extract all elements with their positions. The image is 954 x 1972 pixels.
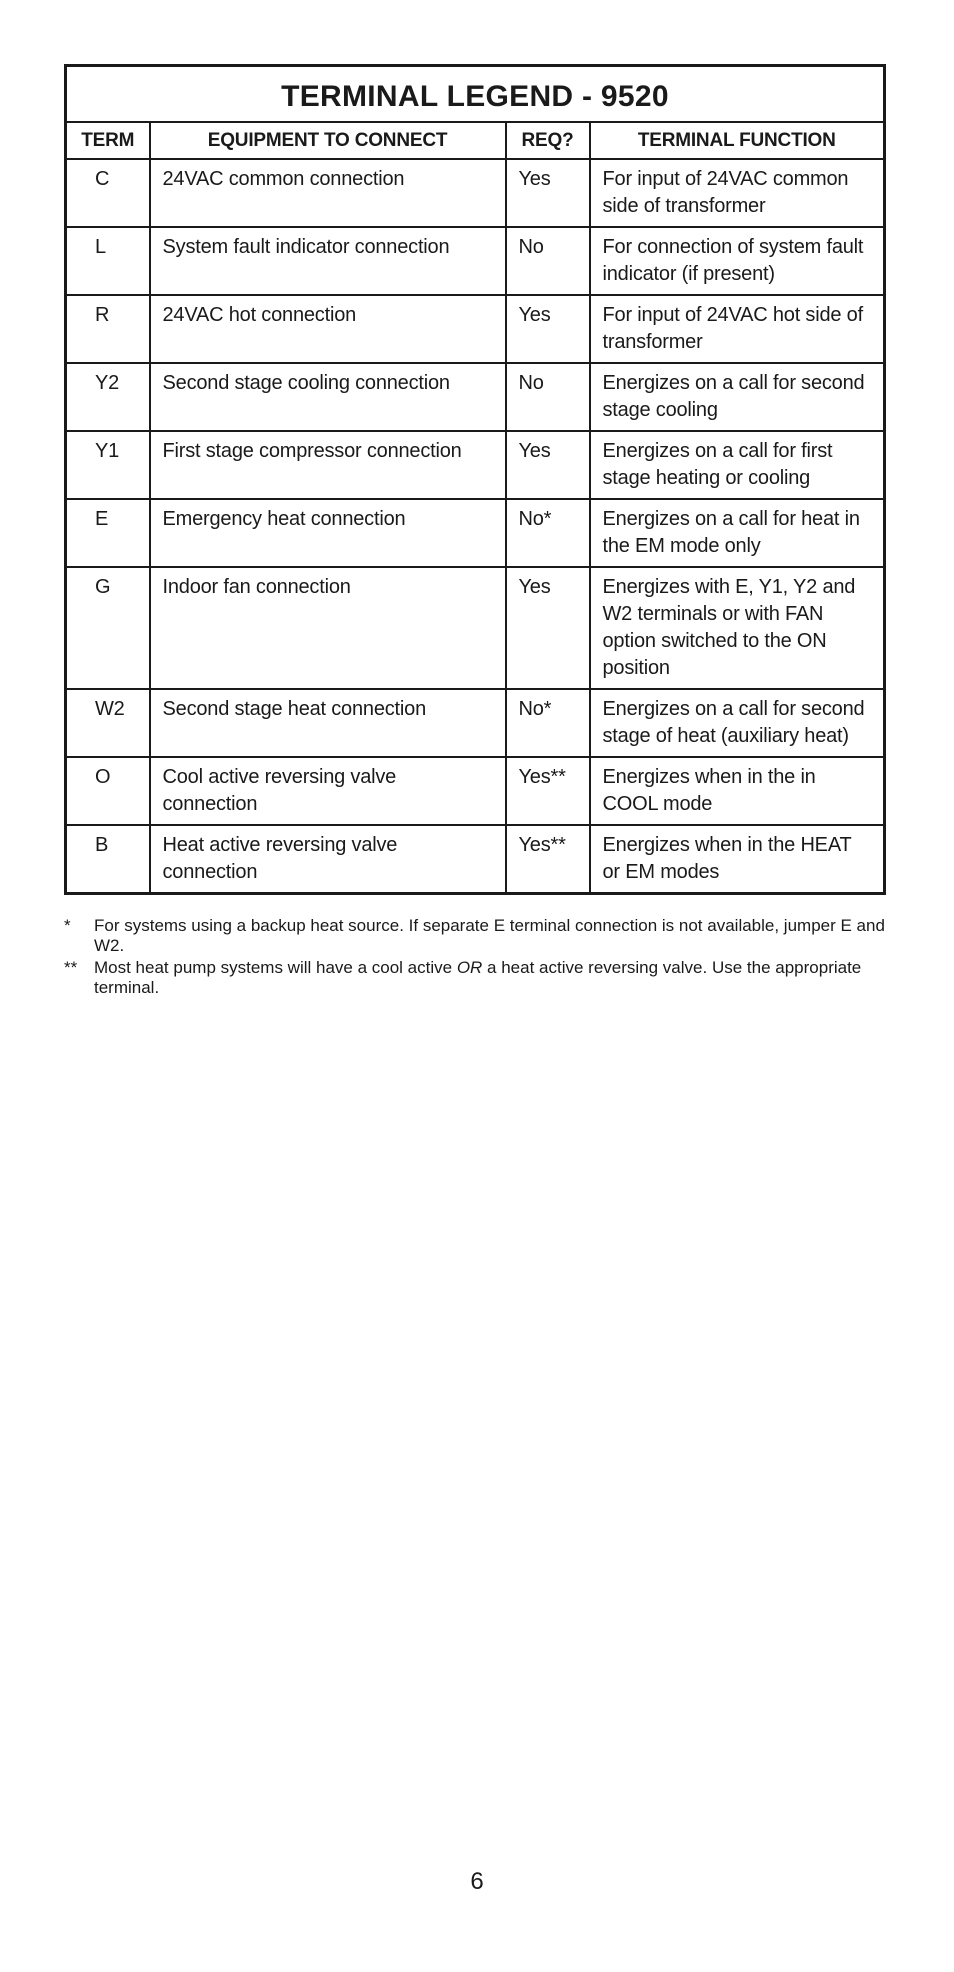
header-req: REQ?	[506, 122, 590, 159]
term-cell: W2	[66, 689, 150, 757]
function-cell: Energizes on a call for second stage cooling	[590, 363, 885, 431]
table-row	[66, 363, 885, 431]
equipment-cell: First stage compressor connection	[150, 431, 506, 499]
equipment-cell: Cool active reversing valve connection	[150, 757, 506, 825]
function-cell: Energizes on a call for second stage of heat (auxiliary heat)	[590, 689, 885, 757]
function-cell: For input of 24VAC hot side of transformer	[590, 295, 885, 363]
term-cell: O	[66, 757, 150, 825]
function-cell: For input of 24VAC common side of transformer	[590, 159, 885, 227]
table-row	[66, 159, 885, 227]
equipment-cell: 24VAC hot connection	[150, 295, 506, 363]
footnote-single-asterisk	[64, 916, 886, 956]
term-cell: G	[66, 567, 150, 689]
function-cell: Energizes when in the HEAT or EM modes	[590, 825, 885, 894]
table-row	[66, 567, 885, 689]
equipment-cell: Indoor fan connection	[150, 567, 506, 689]
equipment-cell: Emergency heat connection	[150, 499, 506, 567]
equipment-cell: Second stage heat connection	[150, 689, 506, 757]
header-function: TERMINAL FUNCTION	[590, 122, 885, 159]
footnote-text-before: Most heat pump systems will have a cool active	[94, 958, 457, 977]
table-row	[66, 757, 885, 825]
term-cell: R	[66, 295, 150, 363]
page-number: 6	[470, 1868, 484, 1895]
footnote-text	[94, 958, 886, 998]
term-cell: Y1	[66, 431, 150, 499]
req-cell: No	[506, 363, 590, 431]
req-cell: Yes**	[506, 757, 590, 825]
req-cell: No	[506, 227, 590, 295]
table-row	[66, 431, 885, 499]
footnote-emphasis: OR	[456, 958, 483, 977]
term-cell: E	[66, 499, 150, 567]
table-row	[66, 825, 885, 894]
header-equipment: EQUIPMENT TO CONNECT	[150, 122, 506, 159]
table-title-row	[66, 66, 885, 123]
header-term: TERM	[66, 122, 150, 159]
footnote-text-after: a heat active reversing valve. Use the appropriate terminal.	[94, 958, 862, 997]
term-cell: B	[66, 825, 150, 894]
term-cell: C	[66, 159, 150, 227]
term-cell: Y2	[66, 363, 150, 431]
function-cell: Energizes with E, Y1, Y2 and W2 terminals or with FAN option switched to the ON position	[590, 567, 885, 689]
term-cell: L	[66, 227, 150, 295]
terminal-legend-table	[64, 64, 886, 895]
footnotes	[64, 916, 886, 1000]
function-cell: Energizes on a call for heat in the EM mode only	[590, 499, 885, 567]
footnote-mark: *	[64, 916, 71, 935]
equipment-cell: Heat active reversing valve connection	[150, 825, 506, 894]
req-cell: No*	[506, 689, 590, 757]
table-row	[66, 295, 885, 363]
req-cell: Yes	[506, 159, 590, 227]
table-row	[66, 499, 885, 567]
footnote-double-asterisk	[64, 958, 886, 998]
equipment-cell: System fault indicator connection	[150, 227, 506, 295]
function-cell: Energizes when in the in COOL mode	[590, 757, 885, 825]
req-cell: Yes	[506, 295, 590, 363]
table-header-row	[66, 122, 885, 159]
table-row	[66, 689, 885, 757]
footnote-mark: **	[64, 958, 78, 977]
footnote-text: For systems using a backup heat source. If separate E terminal connection is not available, jumper E and W2.	[94, 916, 885, 955]
table-row	[66, 227, 885, 295]
equipment-cell: 24VAC common connection	[150, 159, 506, 227]
req-cell: Yes	[506, 431, 590, 499]
req-cell: Yes	[506, 567, 590, 689]
equipment-cell: Second stage cooling connection	[150, 363, 506, 431]
req-cell: Yes**	[506, 825, 590, 894]
function-cell: Energizes on a call for first stage heating or cooling	[590, 431, 885, 499]
table-title: TERMINAL LEGEND - 9520	[66, 66, 885, 123]
req-cell: No*	[506, 499, 590, 567]
function-cell: For connection of system fault indicator (if present)	[590, 227, 885, 295]
